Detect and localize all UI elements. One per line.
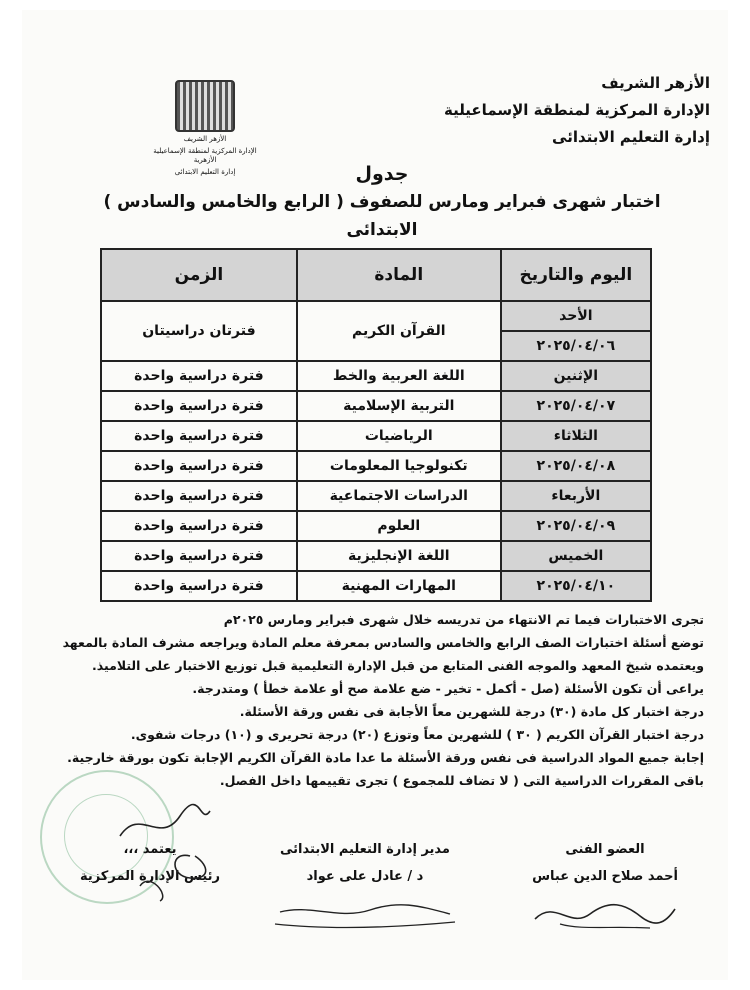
org-line-3: إدارة التعليم الابتدائى (552, 128, 710, 146)
subject-cell: اللغة العربية والخط (297, 361, 501, 391)
mosque-emblem-icon (175, 80, 235, 132)
signature-title: يعتمد ،،، (123, 842, 177, 857)
table-row (101, 481, 651, 511)
day-cell: الثلاثاء (501, 421, 651, 451)
date-cell: ٢٠٢٥/٠٤/٠٧ (501, 391, 651, 421)
table-row (101, 451, 651, 481)
logo-caption-3: إدارة التعليم الابتدائى (174, 168, 236, 176)
note-line: درجة اختبار كل مادة (٣٠) درجة للشهرين معاً الأجابة فى نفس ورقة الأسئلة. (239, 704, 704, 719)
table-header-row (101, 249, 651, 301)
header-subject: المادة (297, 249, 501, 301)
table-row (101, 511, 651, 541)
org-line-1: الأزهر الشريف (601, 74, 710, 92)
date-cell: ٢٠٢٥/٠٤/٠٦ (501, 331, 651, 361)
table-row (101, 571, 651, 601)
table-row (101, 301, 651, 331)
date-cell: ٢٠٢٥/٠٤/٠٩ (501, 511, 651, 541)
signature-block-technical-member (510, 836, 700, 890)
subject-cell: القرآن الكريم (297, 301, 501, 361)
signature-block-central-head (60, 836, 240, 890)
org-line-2: الإدارة المركزية لمنطقة الإسماعيلية (443, 101, 710, 119)
table-row (101, 391, 651, 421)
subject-cell: التربية الإسلامية (297, 391, 501, 421)
table-row (101, 361, 651, 391)
handwritten-signature (530, 894, 680, 934)
subject-cell: العلوم (297, 511, 501, 541)
subject-cell: اللغة الإنجليزية (297, 541, 501, 571)
notes-section (54, 608, 704, 792)
page-title: جدول (355, 163, 409, 185)
note-line: باقى المقررات الدراسية التى ( لا تضاف للمجموع ) تجرى تقييمها داخل الفصل. (219, 773, 704, 788)
time-cell: فترة دراسية واحدة (101, 511, 297, 541)
time-cell: فترة دراسية واحدة (101, 391, 297, 421)
note-line: إجابة جميع المواد الدراسية فى نفس ورقة الأسئلة ما عدا مادة القرآن الكريم الإجابة تكون بورقة خارجية. (67, 750, 704, 765)
date-cell: ٢٠٢٥/٠٤/٠٨ (501, 451, 651, 481)
day-cell: الخميس (501, 541, 651, 571)
time-cell: فترة دراسية واحدة (101, 571, 297, 601)
subject-cell: المهارات المهنية (297, 571, 501, 601)
day-cell: الإثنين (501, 361, 651, 391)
day-cell: الأحد (501, 301, 651, 331)
signature-name: أحمد صلاح الدين عباس (532, 869, 678, 884)
note-line: تجرى الاختبارات فيما تم الانتهاء من تدريسه خلال شهرى فبراير ومارس ٢٠٢٥م (223, 612, 704, 627)
time-cell: فترة دراسية واحدة (101, 481, 297, 511)
subject-cell: الدراسات الاجتماعية (297, 481, 501, 511)
handwritten-signature (100, 796, 220, 906)
note-line: ويعتمده شيخ المعهد والموجه الفنى المتابع من قبل الإدارة التعليمية قبل توزيع الاختبار على التلاميذ. (92, 658, 704, 673)
time-cell: فترة دراسية واحدة (101, 361, 297, 391)
subject-cell: تكنولوجيا المعلومات (297, 451, 501, 481)
date-cell: ٢٠٢٥/٠٤/١٠ (501, 571, 651, 601)
header-time: الزمن (101, 249, 297, 301)
subject-cell: الرياضيات (297, 421, 501, 451)
logo-caption-2: الإدارة المركزية لمنطقة الإسماعيلية الأزهرية (153, 147, 257, 164)
signature-title: مدير إدارة التعليم الابتدائى (280, 842, 450, 857)
table-row (101, 421, 651, 451)
table-body (101, 301, 651, 601)
page-subtitle: اختبار شهرى فبراير ومارس للصفوف ( الرابع والخامس والسادس ) الابتدائى (103, 192, 661, 240)
signature-name: د / عادل على عواد (306, 869, 424, 884)
note-line: درجة اختبار القرآن الكريم ( ٣٠ ) للشهرين معاً وتوزع (٢٠) درجة تحريرى و (١٠) درجات شفوى. (130, 727, 704, 742)
table-row (101, 541, 651, 571)
time-cell: فترة دراسية واحدة (101, 541, 297, 571)
time-cell: فترة دراسية واحدة (101, 451, 297, 481)
time-cell: فترة دراسية واحدة (101, 421, 297, 451)
document-page (22, 10, 728, 980)
signature-block-director (260, 836, 470, 890)
note-line: توضع أسئلة اختبارات الصف الرابع والخامس والسادس بمعرفة معلم المادة ويراجعه مشرف المادة بالمعهد (62, 635, 704, 650)
header-day-date: اليوم والتاريخ (501, 249, 651, 301)
signature-name: رئيس الإدارة المركزية (79, 869, 221, 884)
handwritten-signature (270, 894, 460, 934)
azhar-logo (150, 80, 260, 176)
time-cell: فترتان دراسيتان (101, 301, 297, 361)
org-header (444, 70, 710, 151)
signature-title: العضو الفنى (565, 842, 645, 857)
note-line: يراعى أن تكون الأسئلة (صل - أكمل - تخير - ضع علامة صح أو علامة خطأ ) ومتدرجة. (192, 681, 704, 696)
exam-schedule-table (100, 248, 652, 602)
day-cell: الأربعاء (501, 481, 651, 511)
logo-caption-1: الأزهر الشريف (183, 135, 227, 143)
